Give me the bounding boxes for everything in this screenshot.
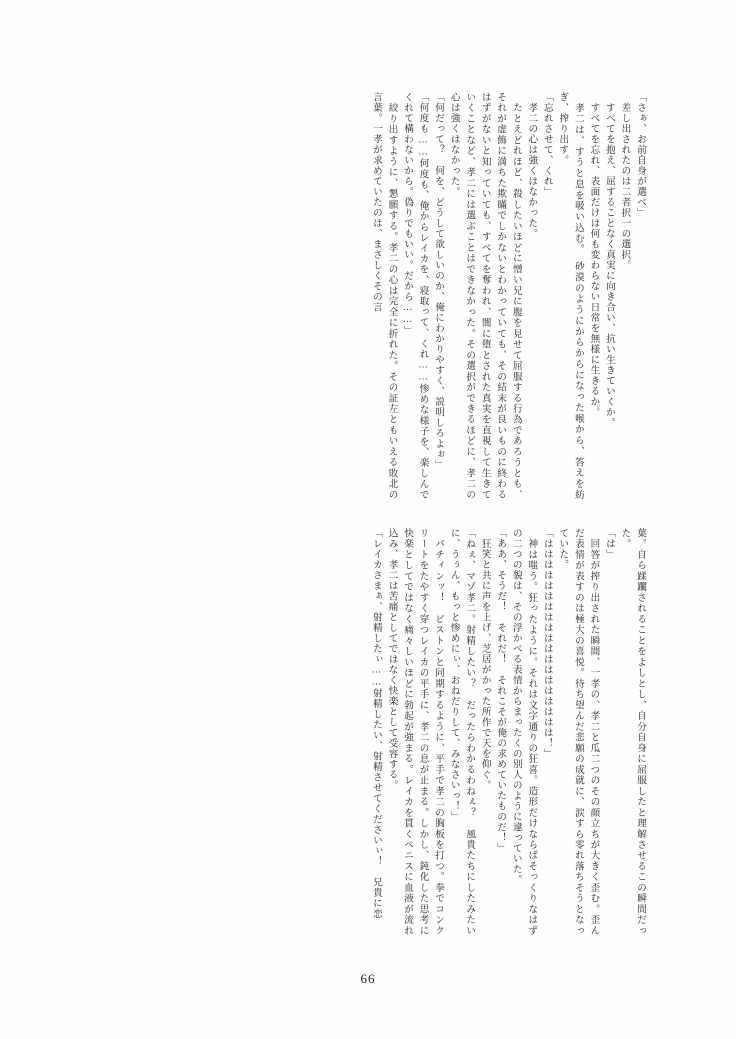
paragraph: 回答が搾り出された瞬間、一孝の、孝二と瓜二つのその顔立ちが大きく歪む。歪んだ表情が表すのは極大の喜悦。待ち望んだ悲願の成就に、涙すら零れ落ちそうとなっていた。	[557, 528, 600, 936]
paragraph: パチィンッ！ ピストンと同期するように、平手で孝二の胸板を打つ。拳でコンクリートをたやすく穿つレイカの平手に、孝二の息が止まる。しかし、鈍化した思考に快楽としてではなく痛々しいほどに勃起が強まる。レイカを貫くペニスに血液が流れ込み、孝二は苦痛としてではなく快楽として受容する。	[386, 528, 445, 936]
paragraph: 「は」	[603, 528, 615, 560]
paragraph: 絞り出すように、懇願する。孝二の心は完全に折れた。その証左ともいえる敗北の言葉。一孝が求めていたのは、まさしくその言	[370, 92, 398, 500]
page-number: 66	[360, 971, 376, 986]
paragraph: 葉。自ら蹂躙されることをよしとし、自分自身に屈服したと理解させるこの瞬間だった。	[619, 528, 646, 936]
paragraph: 「ああ、そうだ！ それだ！ それこそが俺の求めていたものだ！」	[495, 528, 507, 854]
paragraph: 差し出されたのは二者択一の選択。	[619, 92, 631, 271]
paragraph: すべてを忘れ、表面だけは何も変わらない日常を無様に生きるか。	[588, 92, 600, 418]
paragraph: 「ははははははははははははははははははは！」	[541, 528, 553, 759]
paragraph: たとえどれほど、殺したいほどに憎い兄に腹を見せて屈服する行為であろうとも、それが虚飾に満ちた欺瞞でしかないとわかっていても、その結末が良いものに終わるはずがないと知っていても、すべてを奪われ、闇に堕とされた真実を直視して生きていくことなど、孝二には選ぶことはできなかった。その選択ができるほどに、孝二の心は強くはなかった。	[448, 92, 522, 500]
paragraph: 孝二は、すうと息を吸い込む。 砂漠のようにからからになった喉から、答えを紡ぎ、搾り出す。	[557, 92, 584, 500]
text-column-upper	[88, 92, 648, 500]
text-column-lower	[88, 528, 648, 936]
paragraph: 「忘れさせて、くれ」	[541, 92, 553, 197]
paragraph: 「さぁ、お前自身が選べ」	[635, 92, 646, 218]
paragraph: 神は嗤う。狂ったように。それは文字通りの狂喜。造形だけならばそっくりなはずの二つの貌は、その浮かべる表情からまったくの別人のように違っていた。	[510, 528, 538, 936]
paragraph: 狂笑と共に声を上げ、芝居がかった所作で天を仰ぐ。	[479, 528, 491, 791]
paragraph: 「何度も……何度も、俺からレイカを、寝取って、くれ……惨めな様子を、楽しんでくれて構わないから。偽りでもいい。だから……」	[402, 92, 429, 500]
paragraph: 「ねぇ、マゾ孝二。射精したい？ だったらわかるわねぇ？ 風貴たちにしたみたいに、うぅん、もっと惨めにぃ、おねだりして、みなさいっ！」	[448, 528, 476, 936]
paragraph: 孝二の心は強くはなかった。	[526, 92, 538, 239]
paragraph: 「レイカさまぁ、射精したぃ……射精したい、射精させてくださいぃ！ 兄貴に恋	[370, 528, 382, 920]
paragraph: 「何だって？ 何を、どうして欲しいのか、俺にわかりやすく、説明しろよぉ」	[433, 92, 445, 470]
paragraph: すべてを抱え、屈することなく真実に向き合い、抗い生きていくか。	[603, 92, 615, 428]
